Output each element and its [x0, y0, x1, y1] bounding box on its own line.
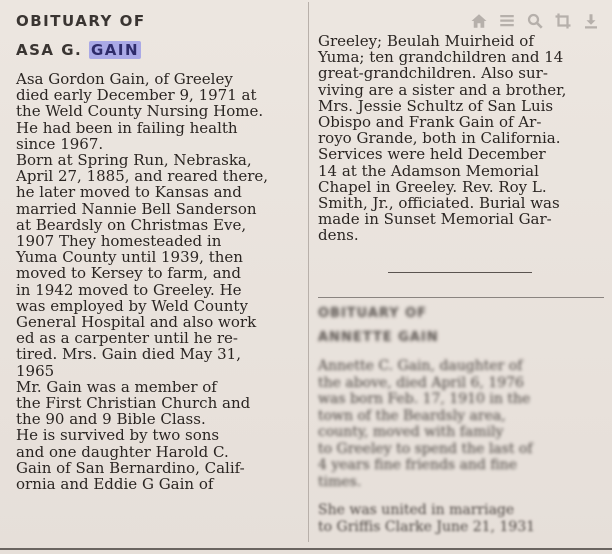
next-obituary-heading2: ANNETTE GAIN	[318, 330, 439, 345]
obituary-headline-line2	[16, 41, 141, 59]
obituary-body-right: Greeley; Beulah Muirheid of Yuma; ten grandchildren and 14 great-grandchildren. Also sur- viving are a sister and a brother, Mrs. Jessie Schultz of San Luis Obispo and Frank Gain of Ar- royo Grande, both in California. Services were held December 14 at the Adamson Memorial Chapel in Greeley. Rev. Roy L. Smith, Jr., officiated. Burial was made in Sunset Memorial Gar- dens.	[318, 32, 567, 245]
download-icon	[582, 12, 600, 30]
download-button[interactable]	[580, 10, 602, 32]
search-button[interactable]	[524, 10, 546, 32]
search-icon	[526, 12, 544, 30]
list-button[interactable]	[496, 10, 518, 32]
viewer-toolbar	[468, 10, 602, 32]
obituary-headline-line1: OBITUARY OF	[16, 12, 146, 30]
column-gutter	[308, 2, 309, 542]
crop-button[interactable]	[552, 10, 574, 32]
home-button[interactable]	[468, 10, 490, 32]
next-obituary-heading1: OBITUARY OF	[318, 306, 428, 321]
next-obituary-last-line: She was united in marriage to Griffis Clarke June 21, 1931	[318, 502, 536, 535]
home-icon	[470, 12, 488, 30]
page-bottom-rule	[0, 548, 612, 550]
obituary-body-left: Asa Gordon Gain, of Greeley died early December 9, 1971 at the Weld County Nursing Home. He had been in failing health since 1967. Born at Spring Run, Nebraska, April 27, 1885, and reared there, he later moved to Kansas and married Nannie Bell Sanderson at Beardsly on Christmas Eve, 1907 They homesteaded in Yuma County until 1939, then moved to Kersey to farm, and in 1942 moved to Greeley. He was employed by Weld County General Hospital and also work ed as a carpenter until he re- tired. Mrs. Gain died May 31, 1965 Mr. Gain was a member of the First Christian Church and the 90 and 9 Bible Class. He is survived by two sons and one daughter Harold C. Gain of San Bernardino, Calif- ornia and Eddie G Gain of	[16, 70, 269, 494]
column-divider	[318, 297, 604, 298]
crop-icon	[554, 12, 572, 30]
headline-name-prefix: ASA G.	[16, 41, 89, 59]
search-highlight: GAIN	[90, 41, 140, 59]
list-icon	[498, 12, 516, 30]
section-divider	[388, 272, 532, 273]
next-obituary-body: Annette C. Gain, daughter of the above, died April 6, 1976 was born Feb. 17, 1910 in the town of the Beardsly area, county, moved with family to Greeley to spend the last of 4 years fine friends and fine times.	[318, 358, 533, 490]
